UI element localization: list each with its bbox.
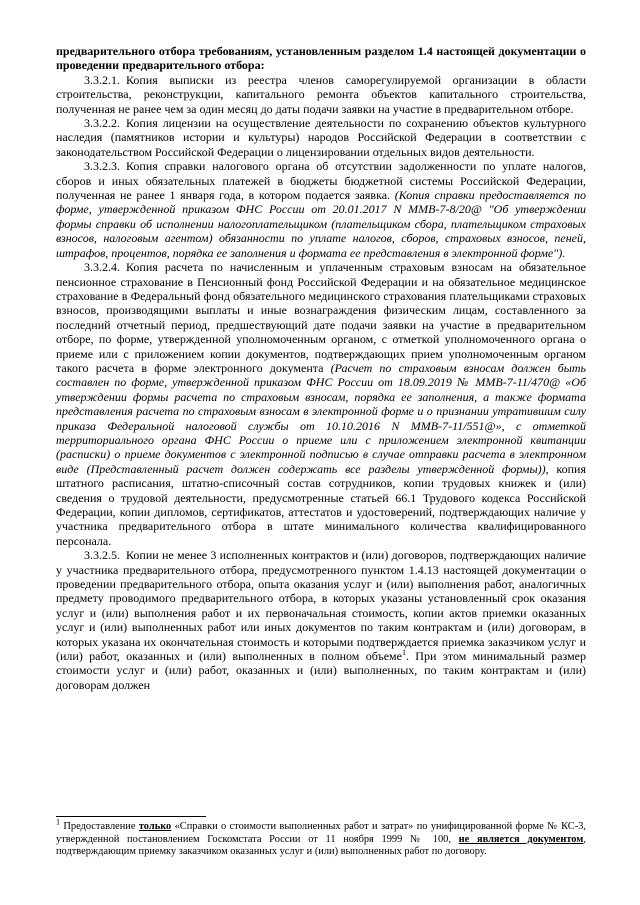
item-text-tail: . При этом минимальный размер стоимости услуг и (или) работ, оказанных и (или) выполненных, по таким контрактам и (или) договорам должен	[56, 649, 586, 692]
footnote-separator	[56, 816, 206, 817]
document-body	[56, 44, 586, 692]
item-text: Копия выписки из реестра членов саморегулируемой организации в области строительства, реконструкции, капитального ремонта объектов капитального строительства, полученная не ранее чем за один месяц до даты подачи заявки на участие в предварительном отборе.	[56, 72, 586, 116]
item-number: 3.3.2.3.	[84, 159, 120, 174]
section-heading: предварительного отбора требованиям, установленным разделом 1.4 настоящей документации о проведении предварительного отбора:	[56, 44, 586, 73]
item-number: 3.3.2.1.	[84, 72, 120, 87]
item-text: Копия справки налогового органа об отсутствии задолженности по уплате налогов, сборов и иных обязательных платежей в бюджеты бюджетной системы Российской Федерации, полученная не ранее 1 января года, в котором подается заявка.	[56, 159, 586, 203]
item-3-3-2-3	[56, 159, 586, 260]
item-text: Копии не менее 3 исполненных контрактов и (или) договоров, подтверждающих наличие у участника предварительного отбора, предусмотренного пунктом 1.4.13 настоящей документации о проведении предварительного отбора, опыта оказания услуг и (или) выполнения работ, аналогичных предмету проводимого предварительного отбора, в которых указаны установленный срок оказания услуг и (или) выполнения работ и их первоначальная стоимость, копии актов приемки оказанных услуг и (или) выполненных работ или иных документов по таким контрактам и (или) договорам, в которых указана их окончательная стоимость и которыми подтверждается приемка заказчиком услуг и (или) работ, оказанных и (или) выполненных в полном объеме	[56, 548, 586, 664]
footnote-mark: 1	[56, 817, 60, 827]
footnote-ref[interactable]: 1	[401, 648, 406, 658]
item-note-italic: (Расчет по страховым взносам должен быть составлен по форме, утвержденной приказом ФНС России от 18.09.2019 № ММВ-7-11/470@ «Об утверждении формы расчета по страховым взносам, порядка ее заполнения, а также формата представления расчета по страховым взносам в электронной форме и о признании утратившим силу приказа Федеральной налоговой службы от 10.10.2016 N ММВ-7-11/551@», с отметкой территориального органа ФНС России о приеме или с приложением электронной квитанции (расписки) о приеме документов с электронной подписью в случае отправки расчета в электронном виде (Представленный расчет должен содержать все разделы утвержденной формы))	[56, 360, 587, 476]
item-text-tail: , копия штатного расписания, штатно-списочный состав сотрудников, копии трудовых книжек и (или) сведения о трудовой деятельности, предусмотренные статьей 66.1 Трудового кодекса Российской Федерации, копии дипломов, сертификатов, аттестатов и удостоверений, подтверждающих наличие у участника предварительного отбора в штате минимального количества квалифицированного персонала.	[56, 461, 586, 548]
item-note-italic: (Копия справки предоставляется по форме, утвержденной приказом ФНС России от 20.01.2017 N ММВ-7-8/20@ "Об утверждении формы справки об исполнении налогоплательщиком (плательщиком сбора, плательщиком страховых взносов, налоговым агентом) обязанности по уплате налогов, сборов, страховых взносов, пеней, штрафов, процентов, порядка ее заполнения и формата ее представления в электронной форме").	[56, 188, 587, 260]
footnote-emphasis: только	[138, 821, 172, 832]
item-number: 3.3.2.5.	[84, 548, 120, 563]
footnote-emphasis: не является документом	[458, 833, 584, 845]
footnote-1	[56, 817, 586, 859]
footnote-text: «Справки о стоимости выполненных работ и затрат» по унифицированной форме № КС-3, утвержденной постановлением Госкомстата России от 11 ноября 1999 № 100,	[56, 821, 586, 845]
item-3-3-2-5	[56, 548, 586, 692]
footnote-text: Предоставление	[60, 821, 139, 832]
item-text: Копия лицензии на осуществление деятельности по сохранению объектов культурного наследия (памятников истории и культуры) народов Российской Федерации в соответствии с законодательством Российской Федерации о лицензировании отдельных видов деятельности.	[56, 116, 586, 159]
item-number: 3.3.2.4.	[84, 260, 120, 275]
item-text: Копия расчета по начисленным и уплаченным страховым взносам на обязательное пенсионное страхование в Пенсионный фонд Российской Федерации и на обязательное медицинское страхование в Федеральный фонд обязательного медицинского страхования плательщиками страховых взносов, производящими выплаты и иные вознаграждения физическим лицам, составленного за последний отчетный период, предшествующий дате подачи заявки на участие в предварительном отборе, по форме, утвержденной уполномоченным органом, с отметкой уполномоченного органа о приеме или с приложением копии документов, подтверждающих прием уполномоченным органом такого расчета в форме электронного документа	[56, 260, 586, 375]
item-3-3-2-1	[56, 73, 586, 116]
item-number: 3.3.2.2.	[84, 116, 120, 131]
footnotes	[56, 816, 586, 859]
footnote-text: , подтверждающим приемку заказчиком оказанных услуг и (или) выполненных работ по договору.	[56, 833, 586, 857]
item-3-3-2-4	[56, 260, 586, 548]
item-3-3-2-2	[56, 116, 586, 159]
